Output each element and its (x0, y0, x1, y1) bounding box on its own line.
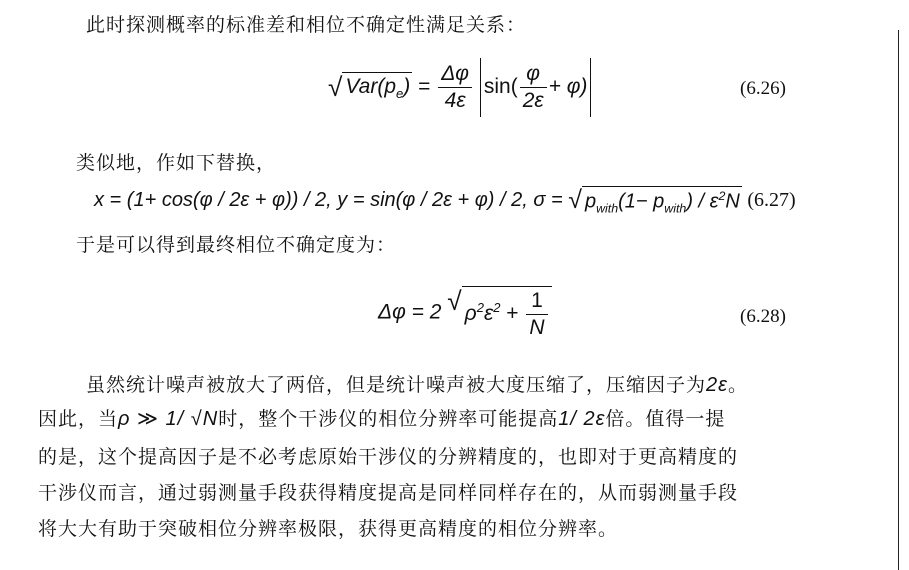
absolute-value: sin( $\frac{\varphi}{2\varepsilon}$ + φ) (480, 58, 592, 117)
equation-6-28: Δφ = 2 √ $\rho^2\varepsilon^2$ + $\frac{1}{N}$ (378, 286, 552, 340)
equation-number-6-26: (6.26) (740, 78, 786, 99)
paragraph-line-1: 虽然统计噪声被放大了两倍，但是统计噪声被大度压缩了，压缩因子为2ε。 (86, 374, 748, 396)
equation-6-27: x = (1+ cos(φ / 2ε + φ)) / 2, y = sin(φ / 2ε + φ) / 2, σ = √ $p_{with}(1- p_{with}) / \varepsilon^2N$ (6.27) (94, 186, 796, 216)
paragraph-final-uncertainty: 于是可以得到最终相位不确定度为： (76, 234, 397, 256)
paragraph-line-4: 干涉仪而言，通过弱测量手段获得精度提高是同样同样存在的，从而弱测量手段 (38, 482, 739, 504)
page-border-line (898, 30, 899, 570)
paragraph-line-2: 因此，当ρ ≫ 1/ √N时，整个干涉仪的相位分辨率可能提高1/ 2ε倍。值得一提 (38, 408, 726, 430)
equation-number-6-28: (6.28) (740, 306, 786, 327)
paragraph-intro: 此时探测概率的标准差和相位不确定性满足关系： (86, 14, 527, 36)
fraction-delta-phi: $\frac{\Delta\varphi}{4\varepsilon}$ (438, 62, 472, 113)
paragraph-substitution: 类似地，作如下替换， (76, 152, 277, 174)
paragraph-line-5: 将大大有助于突破相位分辨率极限，获得更高精度的相位分辨率。 (38, 518, 619, 540)
equation-6-26: √ $Var(p_e)$ = $\frac{\Delta\varphi}{4\varepsilon}$ sin( $\frac{\varphi}{2\varepsilon}$ + φ) (328, 58, 591, 117)
sqrt-var: √ $Var(p_e)$ (328, 72, 411, 102)
paragraph-line-3: 的是，这个提高因子是不必考虑原始干涉仪的分辨精度的，也即对于更高精度的 (38, 446, 739, 468)
